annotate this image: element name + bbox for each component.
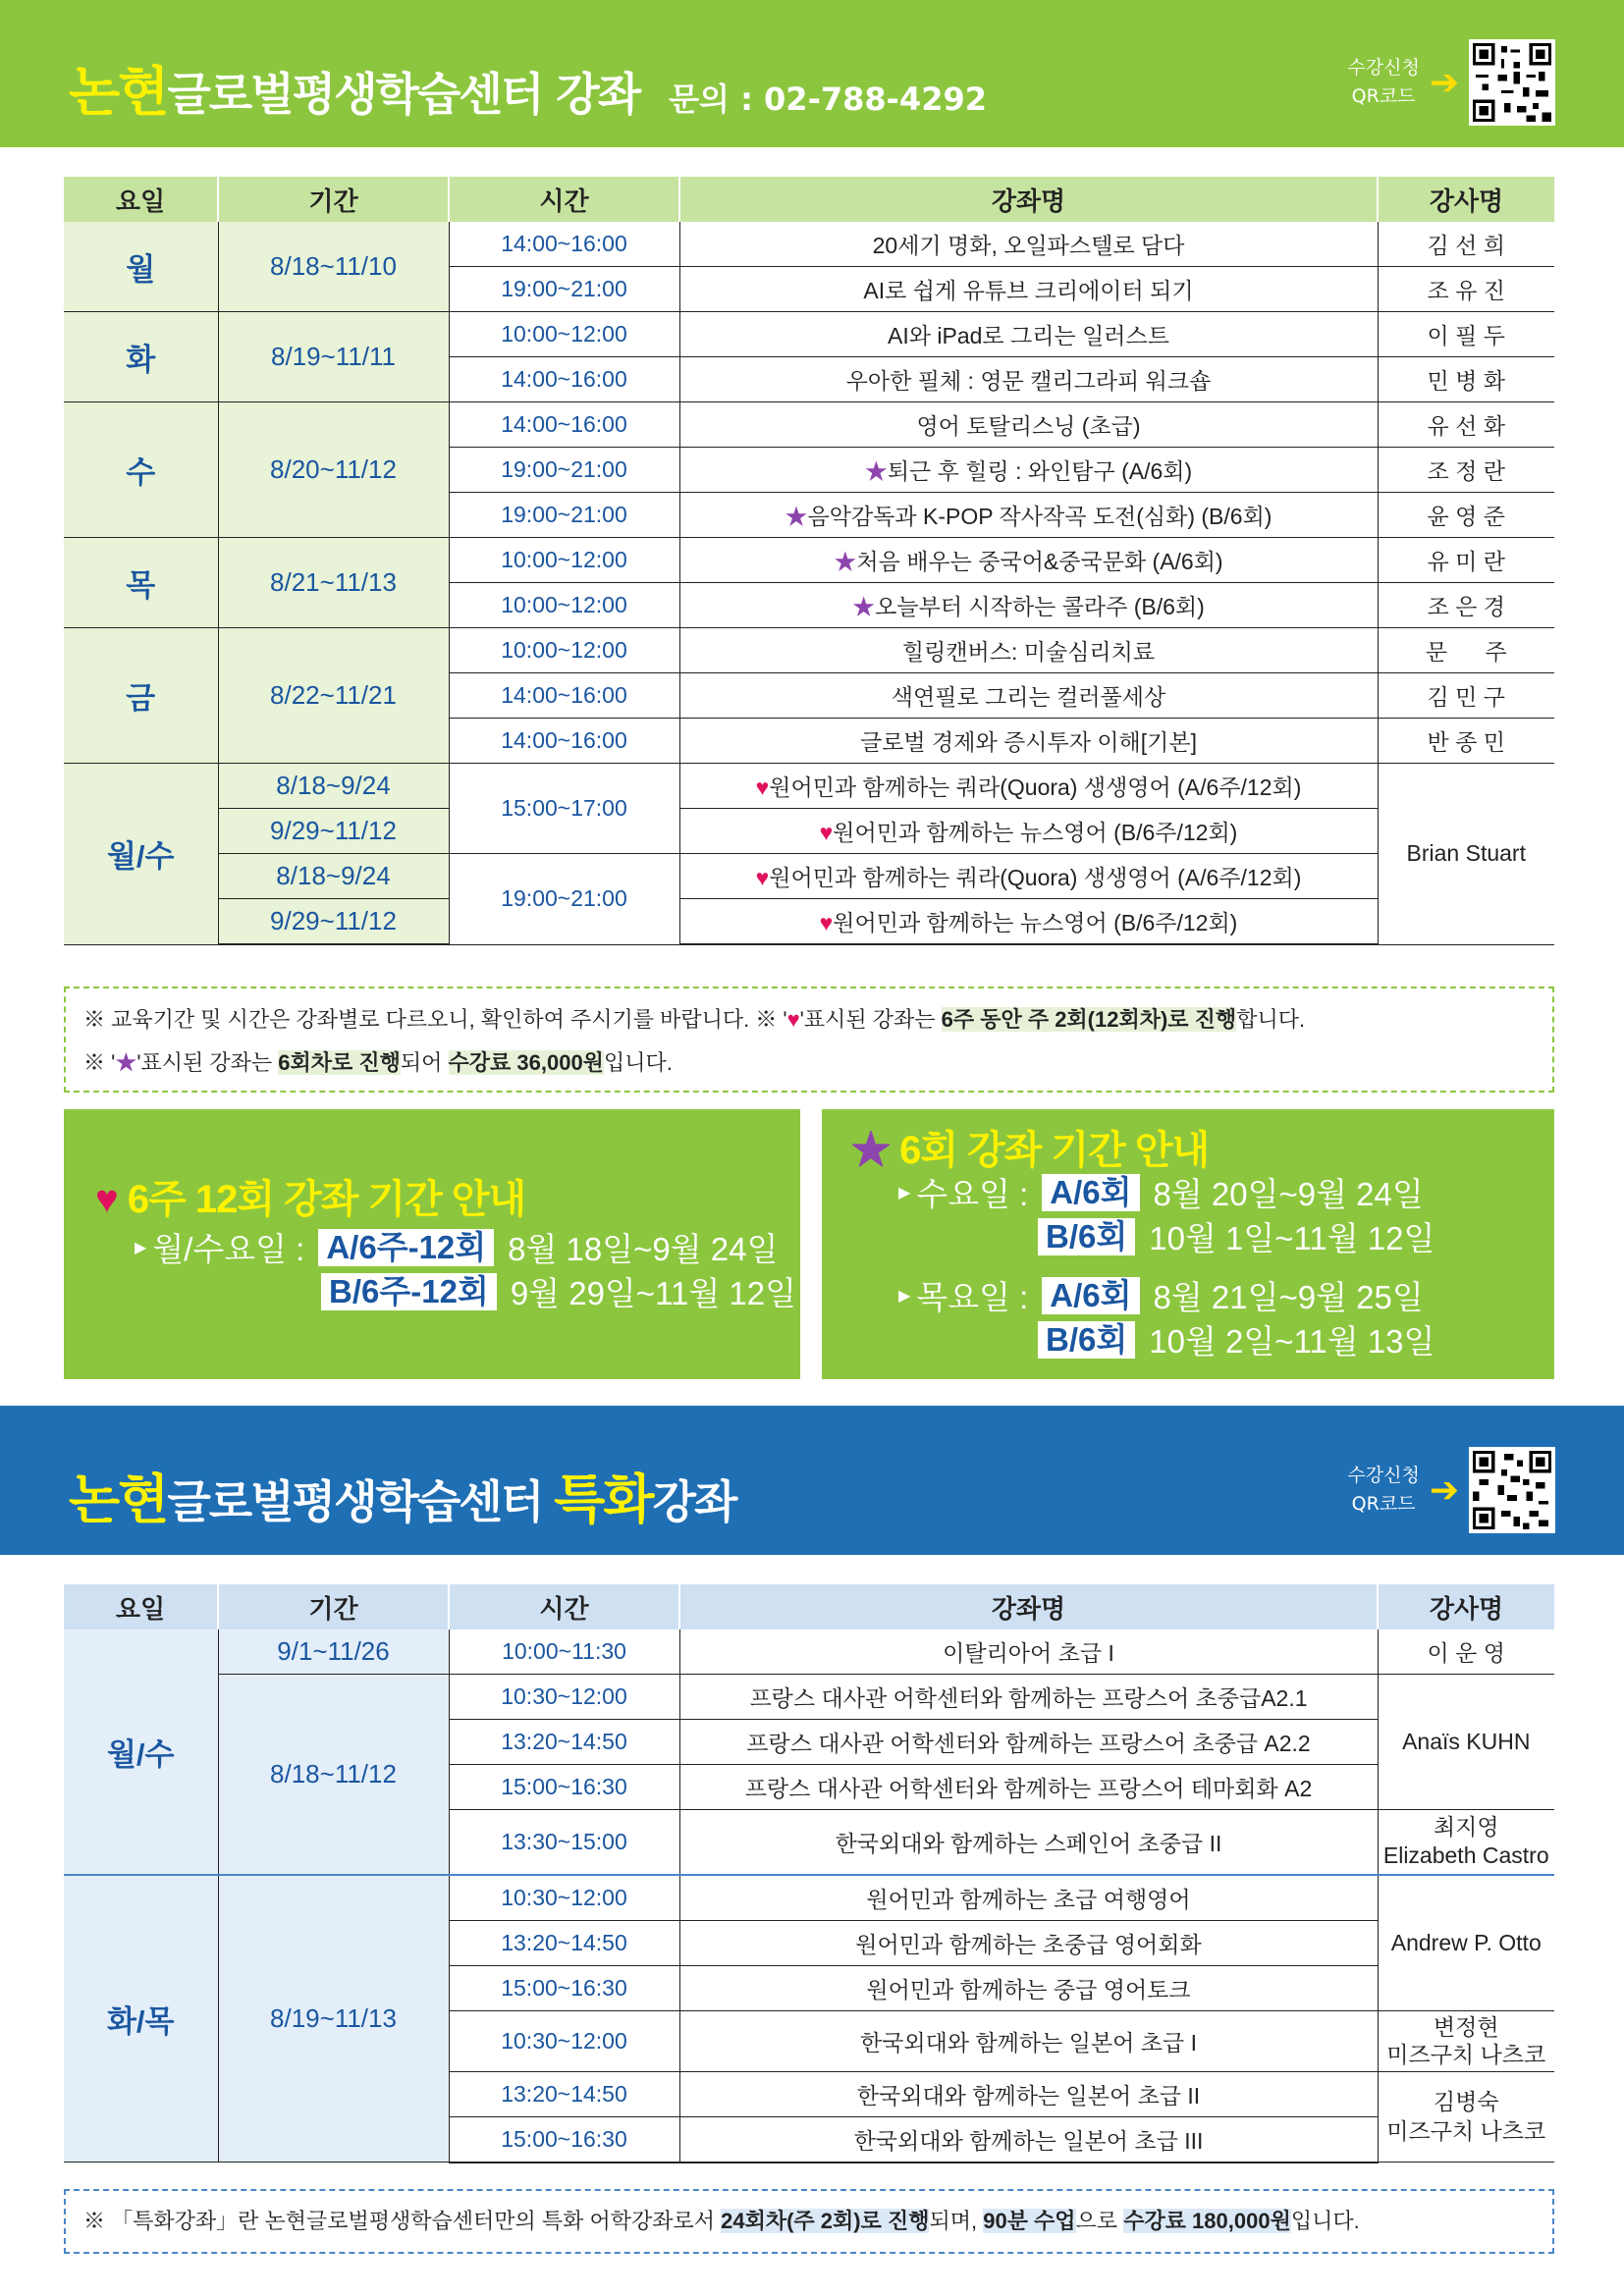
qr-label-line1: 수강신청	[1347, 1465, 1420, 1486]
qr-label	[1347, 54, 1419, 111]
time-cell: 13:20~14:50	[449, 1920, 679, 1965]
note-emphasis: 24회차(주 2회)로 진행	[721, 2209, 930, 2233]
note-emphasis: 6주 동안 주 2회(12회차)로 진행	[941, 1007, 1237, 1032]
badge-a: A/6회	[1042, 1277, 1139, 1314]
badge-a: A/6회	[1042, 1174, 1139, 1211]
course-cell: 원어민과 함께하는 초급 여행영어	[679, 1875, 1378, 1921]
course-title: 처음 배우는 중국어&중국문화 (A/6회)	[856, 549, 1223, 574]
star-icon: ★	[785, 504, 808, 529]
panel-6week-schedule	[64, 1109, 800, 1379]
period-cell: 9/29~11/12	[218, 899, 449, 945]
course-cell: 한국외대와 함께하는 일본어 초급 I	[679, 2010, 1378, 2071]
time-cell: 10:30~12:00	[449, 1875, 679, 1921]
day-cell: 화/목	[64, 1875, 218, 2163]
triangle-icon: ▶	[898, 1287, 911, 1305]
instructor-cell: 유 선 화	[1378, 402, 1554, 448]
course-cell	[679, 538, 1378, 583]
course-cell	[679, 448, 1378, 493]
day-cell: 금	[64, 628, 218, 764]
time-cell: 19:00~21:00	[449, 854, 679, 945]
time-cell: 10:00~12:00	[449, 538, 679, 583]
time-cell: 15:00~16:30	[449, 2116, 679, 2163]
star-icon: ★	[834, 549, 857, 574]
instructor-name: 미즈구치 나츠코	[1386, 2042, 1546, 2067]
course-title: 원어민과 함께하는 뉴스영어 (B/6주/12회)	[833, 910, 1238, 935]
course-cell	[679, 899, 1378, 945]
note-line	[66, 2200, 1552, 2243]
course-cell: 프랑스 대사관 어학센터와 함께하는 프랑스어 테마회화 A2	[679, 1765, 1378, 1810]
table-row	[64, 1675, 1554, 1720]
time-cell: 10:00~12:00	[449, 312, 679, 357]
heart-icon: ♥	[819, 910, 834, 935]
time-cell: 15:00~17:00	[449, 764, 679, 854]
day-cell: 수	[64, 402, 218, 538]
day-cell: 월/수	[64, 1629, 218, 1875]
qr-register[interactable]	[1347, 1447, 1555, 1533]
course-cell	[679, 809, 1378, 854]
course-cell: 이탈리아어 초급 I	[679, 1629, 1378, 1675]
instructor-cell: 조 정 란	[1378, 448, 1554, 493]
course-title: 원어민과 함께하는 쿼라(Quora) 생생영어 (A/6주/12회)	[769, 865, 1302, 890]
instructor-cell: Brian Stuart	[1378, 764, 1554, 945]
qr-label-line2: QR코드	[1351, 85, 1416, 107]
panel-label: 목요일 :	[916, 1279, 1029, 1315]
instructor-cell: 이 필 두	[1378, 312, 1554, 357]
instructor-cell: 유 미 란	[1378, 538, 1554, 583]
special-lecture-table	[64, 1584, 1554, 2163]
panel-row	[898, 1214, 1435, 1258]
header-period: 기간	[218, 177, 449, 222]
panel-dates: 10월 1일~11월 12일	[1149, 1220, 1435, 1256]
table-row	[64, 402, 1554, 448]
course-cell	[679, 583, 1378, 628]
arrow-right-icon: ➔	[1429, 1469, 1459, 1511]
instructor-cell: Andrew P. Otto	[1378, 1875, 1554, 2011]
header-day: 요일	[64, 1584, 218, 1629]
period-cell: 8/22~11/21	[218, 628, 449, 764]
time-cell: 10:30~12:00	[449, 2010, 679, 2071]
instructor-cell: 조 은 경	[1378, 583, 1554, 628]
course-cell: 원어민과 함께하는 중급 영어토크	[679, 1965, 1378, 2010]
instructor-name: Elizabeth Castro	[1382, 1842, 1549, 1869]
table-header-row	[64, 1584, 1554, 1629]
note-text: 입니다.	[603, 1050, 673, 1075]
header-instructor: 강사명	[1378, 177, 1554, 222]
instructor-name: 김병숙	[1433, 2089, 1499, 2115]
triangle-icon: ▶	[898, 1184, 911, 1201]
title-highlight: 논현	[69, 1468, 168, 1530]
course-cell: 프랑스 대사관 어학센터와 함께하는 프랑스어 초중급A2.1	[679, 1675, 1378, 1720]
period-cell: 8/18~9/24	[218, 854, 449, 899]
instructor-cell: Anaïs KUHN	[1378, 1675, 1554, 1810]
table-row	[64, 222, 1554, 267]
course-title: 오늘부터 시작하는 콜라주 (B/6회)	[875, 594, 1205, 619]
title-tail: 강좌	[652, 1475, 736, 1528]
heart-icon: ♥	[755, 774, 770, 800]
instructor-cell: 윤 영 준	[1378, 493, 1554, 538]
period-cell: 9/29~11/12	[218, 809, 449, 854]
note-line-1	[66, 998, 1552, 1041]
section2-title	[69, 1458, 735, 1533]
qr-label	[1347, 1462, 1419, 1519]
header-course: 강좌명	[679, 177, 1378, 222]
instructor-cell: 김 민 구	[1378, 673, 1554, 719]
instructor-cell: 민 병 화	[1378, 357, 1554, 402]
day-cell: 월	[64, 222, 218, 312]
panel-row	[898, 1170, 1435, 1214]
time-cell: 19:00~21:00	[449, 448, 679, 493]
course-cell: 힐링캔버스: 미술심리치료	[679, 628, 1378, 673]
course-cell	[679, 493, 1378, 538]
section1-title	[69, 50, 987, 126]
arrow-right-icon: ➔	[1429, 62, 1459, 103]
course-cell: 프랑스 대사관 어학센터와 함께하는 프랑스어 초중급 A2.2	[679, 1720, 1378, 1765]
qr-code-icon[interactable]	[1469, 39, 1555, 126]
notes-box	[64, 987, 1554, 1093]
panel-dates: 8월 21일~9월 25일	[1153, 1279, 1424, 1315]
note-text: 합니다.	[1236, 1007, 1306, 1032]
panel-row	[898, 1317, 1435, 1362]
panel-6session-schedule	[822, 1109, 1554, 1379]
course-title: 퇴근 후 힐링 : 와인탐구 (A/6회)	[887, 458, 1193, 484]
section2-banner	[0, 1406, 1624, 1555]
period-cell: 8/18~9/24	[218, 764, 449, 809]
note-text: 으로	[1075, 2209, 1124, 2233]
instructor-name: 최지영	[1433, 1814, 1499, 1841]
heart-icon: ♥	[819, 820, 834, 845]
period-cell: 9/1~11/26	[218, 1629, 449, 1675]
title-main: 글로벌평생학습센터 강좌	[167, 68, 640, 121]
table-row	[64, 899, 1554, 945]
panel-dates: 8월 18일~9월 24일	[508, 1231, 779, 1267]
course-cell: 한국외대와 함께하는 스페인어 초중급 II	[679, 1810, 1378, 1875]
day-cell: 월/수	[64, 764, 218, 945]
header-period: 기간	[218, 1584, 449, 1629]
note-line-2	[66, 1041, 1552, 1085]
instructor-cell: 반 종 민	[1378, 719, 1554, 764]
time-cell: 10:00~12:00	[449, 583, 679, 628]
period-cell: 8/21~11/13	[218, 538, 449, 628]
note-text: ※ 「특화강좌」란 논현글로벌평생학습센터만의 특화 어학강좌로서	[83, 2209, 722, 2233]
period-cell: 8/18~11/10	[218, 222, 449, 312]
day-cell: 목	[64, 538, 218, 628]
time-cell: 14:00~16:00	[449, 402, 679, 448]
panel-dates: 8월 20일~9월 24일	[1153, 1176, 1424, 1212]
header-course: 강좌명	[679, 1584, 1378, 1629]
header-day: 요일	[64, 177, 218, 222]
period-cell: 8/20~11/12	[218, 402, 449, 538]
table-row	[64, 312, 1554, 357]
time-cell: 14:00~16:00	[449, 719, 679, 764]
period-cell: 8/19~11/13	[218, 1875, 449, 2163]
special-notes-box	[64, 2189, 1554, 2254]
course-title: 원어민과 함께하는 쿼라(Quora) 생생영어 (A/6주/12회)	[769, 774, 1302, 800]
title-highlight: 논현	[69, 61, 168, 123]
course-cell: 20세기 명화, 오일파스텔로 담다	[679, 222, 1378, 267]
badge-b: B/6주-12회	[321, 1273, 497, 1310]
instructor-cell	[1378, 2010, 1554, 2071]
table-header-row	[64, 177, 1554, 222]
time-cell: 13:20~14:50	[449, 2071, 679, 2116]
period-cell: 8/18~11/12	[218, 1675, 449, 1875]
table-row	[64, 538, 1554, 583]
note-text: '표시된 강좌는	[799, 1007, 942, 1032]
time-cell: 13:20~14:50	[449, 1720, 679, 1765]
badge-b: B/6회	[1038, 1218, 1135, 1255]
panel-label: 수요일 :	[916, 1176, 1029, 1212]
course-cell: 우아한 필체 : 영문 캘리그라피 워크숍	[679, 357, 1378, 402]
qr-code-icon[interactable]	[1469, 1447, 1555, 1533]
panel-title	[851, 1119, 1209, 1175]
star-icon: ★	[851, 1129, 890, 1172]
time-cell: 19:00~21:00	[449, 493, 679, 538]
heart-icon: ♥	[755, 865, 770, 890]
header-time: 시간	[449, 177, 679, 222]
panel-title-text: 6회 강좌 기간 안내	[899, 1129, 1210, 1172]
course-cell: 한국외대와 함께하는 일본어 초급 II	[679, 2071, 1378, 2116]
note-text: 되며,	[929, 2209, 984, 2233]
time-cell: 13:30~15:00	[449, 1810, 679, 1875]
time-cell: 10:00~12:00	[449, 628, 679, 673]
instructor-cell: 이 운 영	[1378, 1629, 1554, 1675]
instructor-cell: 문 주	[1378, 628, 1554, 673]
time-cell: 10:00~11:30	[449, 1629, 679, 1675]
time-cell: 14:00~16:00	[449, 357, 679, 402]
note-text: 입니다.	[1290, 2209, 1360, 2233]
note-text: ※ '	[83, 1050, 116, 1075]
time-cell: 14:00~16:00	[449, 673, 679, 719]
table-row	[64, 1875, 1554, 1921]
star-icon: ★	[864, 458, 888, 484]
qr-label-line1: 수강신청	[1347, 57, 1420, 79]
heart-icon: ♥	[786, 1007, 800, 1032]
note-text: 되어	[400, 1050, 449, 1075]
note-emphasis: 수강료 180,000원	[1123, 2209, 1291, 2233]
instructor-name: 미즈구치 나츠코	[1386, 2118, 1546, 2145]
panel-row	[135, 1225, 796, 1269]
triangle-icon: ▶	[135, 1239, 147, 1256]
badge-a: A/6주-12회	[318, 1229, 494, 1266]
table-row	[64, 854, 1554, 899]
course-cell: 원어민과 함께하는 초중급 영어회화	[679, 1920, 1378, 1965]
header-time: 시간	[449, 1584, 679, 1629]
section1-banner	[0, 0, 1624, 147]
panel-dates: 9월 29일~11월 12일	[510, 1275, 796, 1311]
table-row	[64, 628, 1554, 673]
qr-label-line2: QR코드	[1351, 1493, 1416, 1515]
panel-dates: 10월 2일~11월 13일	[1149, 1323, 1435, 1360]
course-cell: AI와 iPad로 그리는 일러스트	[679, 312, 1378, 357]
title-highlight-special: 특화	[554, 1468, 653, 1530]
instructor-cell	[1378, 1810, 1554, 1875]
panel-rows	[135, 1225, 796, 1313]
instructor-cell	[1378, 2071, 1554, 2163]
day-cell: 화	[64, 312, 218, 402]
time-cell: 19:00~21:00	[449, 267, 679, 312]
table-row	[64, 764, 1554, 809]
star-icon: ★	[852, 594, 876, 619]
course-cell: 한국외대와 함께하는 일본어 초급 III	[679, 2116, 1378, 2163]
panel-title	[95, 1168, 525, 1224]
header-instructor: 강사명	[1378, 1584, 1554, 1629]
time-cell: 14:00~16:00	[449, 222, 679, 267]
course-cell: 영어 토탈리스닝 (초급)	[679, 402, 1378, 448]
table-row	[64, 1629, 1554, 1675]
panel-rows	[898, 1170, 1435, 1362]
course-cell: 글로벌 경제와 증시투자 이해[기본]	[679, 719, 1378, 764]
course-cell	[679, 764, 1378, 809]
note-text: '표시된 강좌는	[136, 1050, 279, 1075]
course-cell: AI로 쉽게 유튜브 크리에이터 되기	[679, 267, 1378, 312]
title-main: 글로벌평생학습센터	[167, 1475, 543, 1528]
course-title: 음악감독과 K-POP 작사작곡 도전(심화) (B/6회)	[807, 504, 1272, 529]
course-cell	[679, 854, 1378, 899]
panel-label: 월/수요일 :	[152, 1231, 305, 1267]
qr-register[interactable]	[1347, 39, 1555, 126]
time-cell: 15:00~16:30	[449, 1965, 679, 2010]
panel-row	[135, 1269, 796, 1313]
note-text: ※ 교육기간 및 시간은 강좌별로 다르오니, 확인하여 주시기를 바랍니다. ※ '	[83, 1007, 787, 1032]
panel-row	[898, 1273, 1435, 1317]
course-title: 원어민과 함께하는 뉴스영어 (B/6주/12회)	[833, 820, 1238, 845]
time-cell: 15:00~16:30	[449, 1765, 679, 1810]
lecture-schedule-table	[64, 177, 1554, 945]
period-cell: 8/19~11/11	[218, 312, 449, 402]
instructor-cell: 조 유 진	[1378, 267, 1554, 312]
inquiry-phone: 문의 : 02-788-4292	[669, 80, 987, 118]
panel-title-text: 6주 12회 강좌 기간 안내	[127, 1178, 526, 1221]
table-row	[64, 809, 1554, 854]
note-emphasis: 6회차로 진행	[278, 1050, 401, 1075]
star-icon: ★	[115, 1050, 137, 1075]
note-emphasis: 수강료 36,000원	[448, 1050, 604, 1075]
heart-icon: ♥	[95, 1178, 118, 1221]
instructor-name: 변정현	[1433, 2014, 1499, 2040]
badge-b: B/6회	[1038, 1321, 1135, 1359]
course-cell: 색연필로 그리는 컬러풀세상	[679, 673, 1378, 719]
note-emphasis: 90분 수업	[983, 2209, 1076, 2233]
instructor-cell: 김 선 희	[1378, 222, 1554, 267]
time-cell: 10:30~12:00	[449, 1675, 679, 1720]
